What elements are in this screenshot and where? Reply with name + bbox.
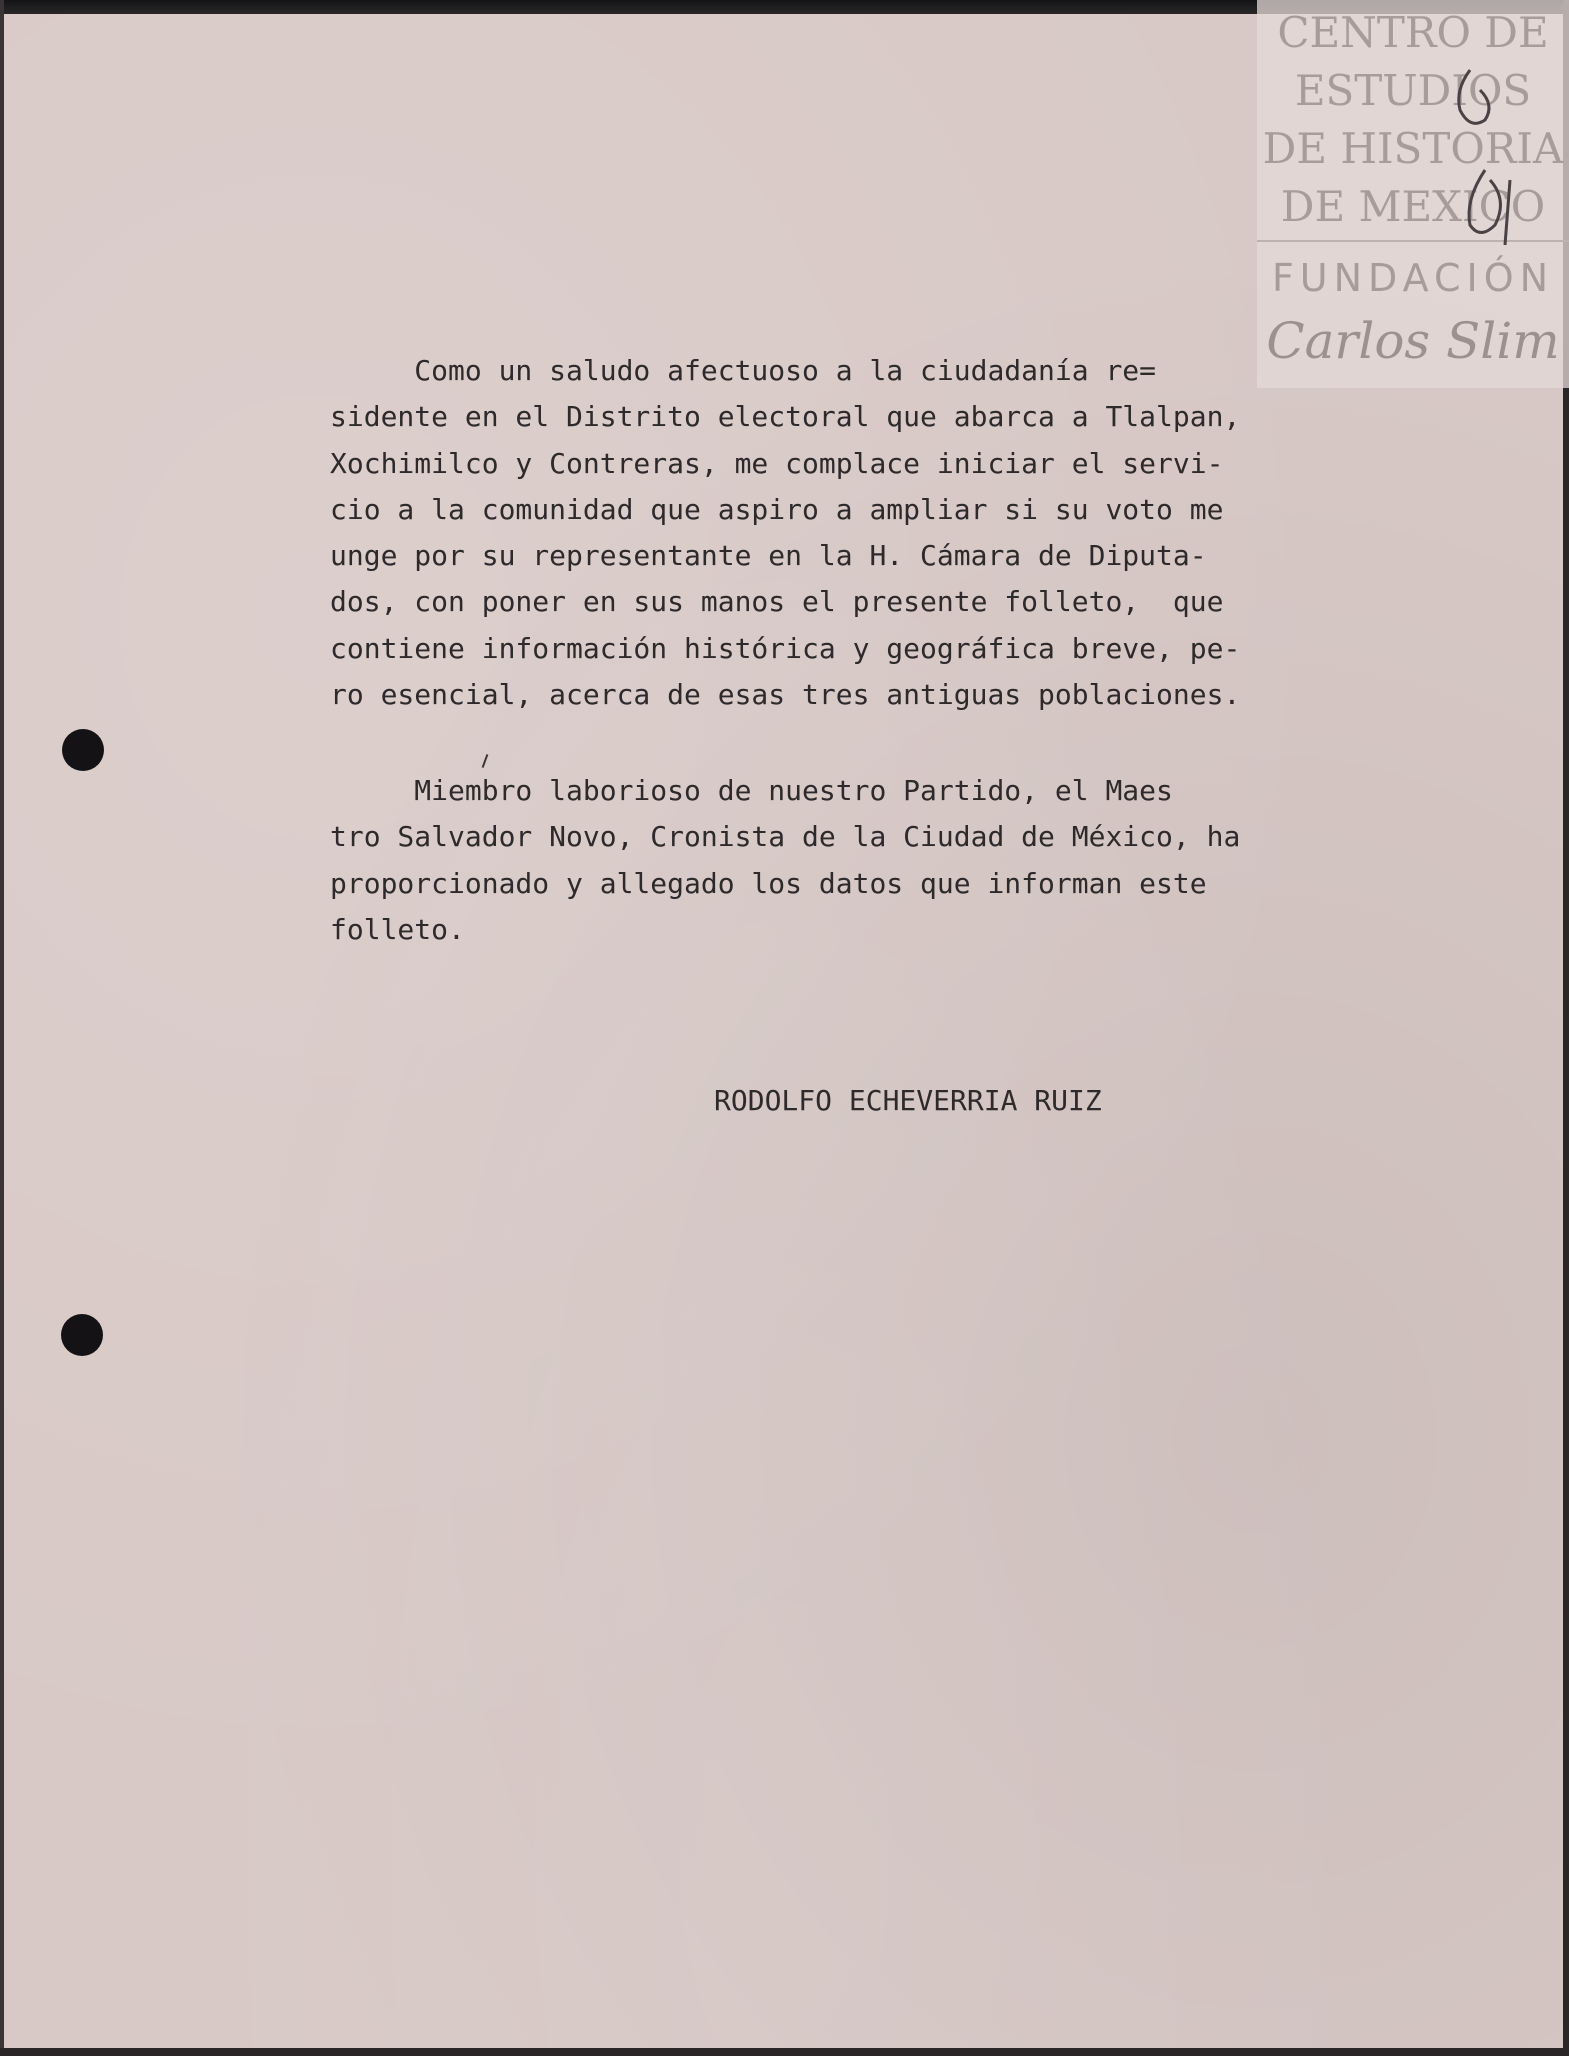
punch-hole-top [62,729,104,771]
folio-annotation-mark [1360,50,1560,250]
text-line: Miembro laborioso de nuestro Partido, el Maes [330,774,1173,807]
pencil-tick-mark [482,754,489,768]
stamp-line-1: CENTRO DE [1277,8,1549,57]
scan-left-edge [0,0,4,2056]
stamp-signature: Carlos Slim [1266,312,1560,370]
text-line: ro esencial, acerca de esas tres antiguas poblaciones. [330,678,1241,712]
text-line: Como un saludo afectuoso a la ciudadanía re= [330,354,1157,387]
text-line: tro Salvador Novo, Cronista de la Ciudad de México, ha [330,820,1241,854]
text-line: Xochimilco y Contreras, me complace iniciar el servi- [330,446,1224,480]
text-line: cio a la comunidad que aspiro a ampliar si su voto me [330,492,1224,526]
text-line: contiene información histórica y geográfica breve, pe- [330,631,1241,665]
paragraph-1 [330,348,1240,718]
signature-name: RODOLFO ECHEVERRIA RUIZ [714,1084,1102,1117]
text-line: dos, con poner en sus manos el presente folleto, que [330,585,1224,619]
stamp-line-4: DE MEXICO [1280,182,1546,231]
scan-bottom-edge [0,2048,1569,2056]
text-line: unge por su representante en la H. Cámara de Diputa- [330,539,1207,573]
stamp-line-2: ESTUDIOS [1294,66,1532,115]
text-line: proporcionado y allegado los datos que informan este [330,866,1207,900]
punch-hole-bottom [61,1314,103,1356]
paragraph-2 [330,768,1240,953]
stamp-line-3: DE HISTORIA [1262,124,1564,173]
text-line: sidente en el Distrito electoral que abarca a Tlalpan, [330,400,1241,434]
stamp-foundation: FUNDACIÓN [1271,256,1555,300]
text-line: folleto. [330,912,465,946]
